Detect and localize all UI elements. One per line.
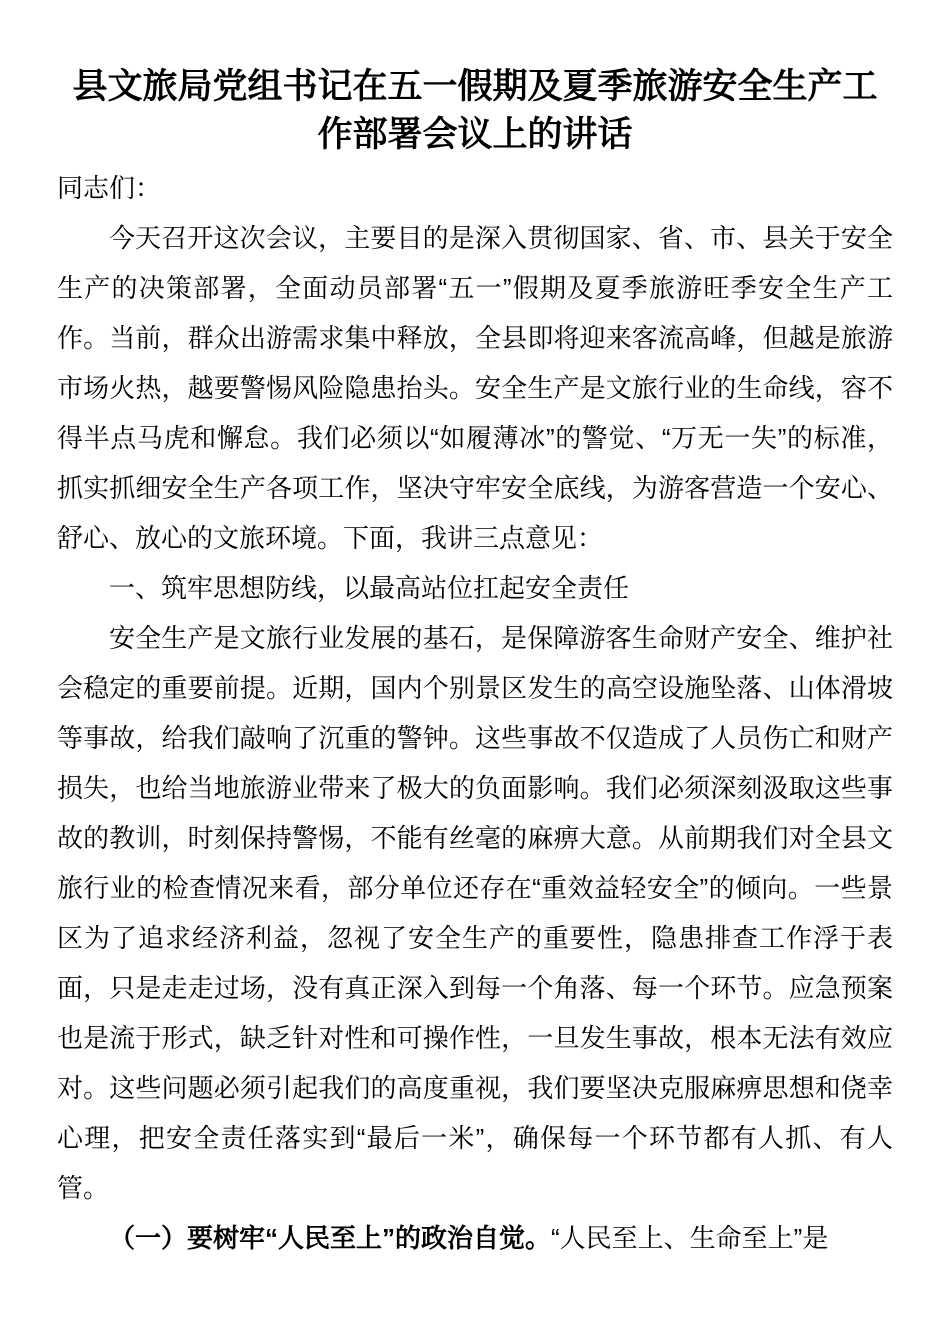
section-1-heading: 一、筑牢思想防线，以最高站位扛起安全责任	[109, 573, 630, 603]
subsection-1-paragraph	[57, 1213, 893, 1263]
subsection-1-lead: （一）要树牢“人民至上”的政治自觉。	[109, 1223, 552, 1253]
subsection-1-rest: “人民至上、生命至上”是	[551, 1223, 829, 1253]
salutation: 同志们：	[57, 173, 162, 203]
intro-paragraph: 今天召开这次会议，主要目的是深入贯彻国家、省、市、县关于安全生产的决策部署，全面动员部署“五一”假期及夏季旅游旺季安全生产工作。当前，群众出游需求集中释放，全县即将迎来客流高峰，但越是旅游市场火热，越要警惕风险隐患抬头。安全生产是文旅行业的生命线，容不得半点马虎和懈怠。我们必须以“如履薄冰”的警觉、“万无一失”的标准，抓实抓细安全生产各项工作，坚决守牢安全底线，为游客营造一个安心、舒心、放心的文旅环境。下面，我讲三点意见：	[57, 223, 893, 553]
section-1-paragraph: 安全生产是文旅行业发展的基石，是保障游客生命财产安全、维护社会稳定的重要前提。近期，国内个别景区发生的高空设施坠落、山体滑坡等事故，给我们敲响了沉重的警钟。这些事故不仅造成了人员伤亡和财产损失，也给当地旅游业带来了极大的负面影响。我们必须深刻汲取这些事故的教训，时刻保持警惕，不能有丝毫的麻痹大意。从前期我们对全县文旅行业的检查情况来看，部分单位还存在“重效益轻安全”的倾向。一些景区为了追求经济利益，忽视了安全生产的重要性，隐患排查工作浮于表面，只是走走过场，没有真正深入到每一个角落、每一个环节。应急预案也是流于形式，缺乏针对性和可操作性，一旦发生事故，根本无法有效应对。这些问题必须引起我们的高度重视，我们要坚决克服麻痹思想和侥幸心理，把安全责任落实到“最后一米”，确保每一个环节都有人抓、有人管。	[57, 623, 893, 1203]
document-title: 县文旅局党组书记在五一假期及夏季旅游安全生产工作部署会议上的讲话	[72, 67, 878, 154]
document-body	[57, 163, 893, 1263]
